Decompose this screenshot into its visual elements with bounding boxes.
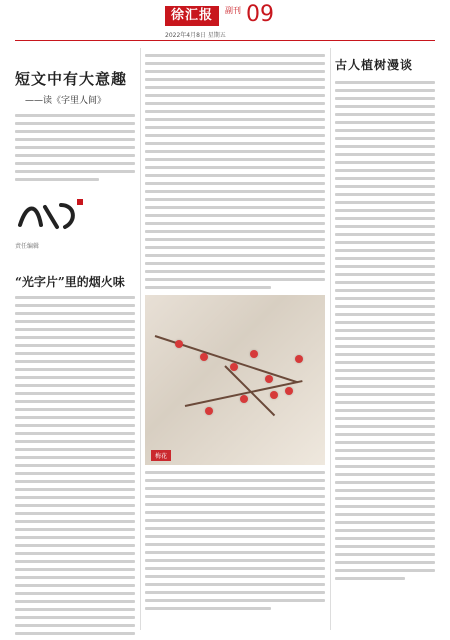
column-brand [15,193,135,263]
masthead-logo: 徐汇报 [165,6,219,26]
article-title: 短文中有大意趣 [15,70,128,88]
column-divider [330,48,331,630]
middle-column [145,48,325,630]
left-column [15,48,135,630]
section-body [15,296,135,640]
brand-calligraphy-icon [15,197,85,233]
article-subtitle: ——读《字里人间》 [25,96,107,106]
section-title: “光字片”里的烟火味 [15,275,125,289]
right-column [335,48,435,630]
masthead-rule [15,40,435,41]
middle-article-bottom [145,471,325,610]
masthead [0,0,450,42]
right-article-body [335,81,435,580]
article-body [15,114,135,181]
middle-article-top [145,54,325,289]
masthead-section: 副刊 [225,6,241,15]
blossom-photo [145,295,325,465]
right-article-title: 古人植树漫谈 [335,58,414,72]
brand-caption: 责任编辑 [15,243,40,250]
column-divider [140,48,141,630]
photo-caption: 梅花 [151,450,171,461]
page-number: 09 [246,2,274,27]
masthead-meta: 2022年4月8日 星期五 [165,32,226,39]
